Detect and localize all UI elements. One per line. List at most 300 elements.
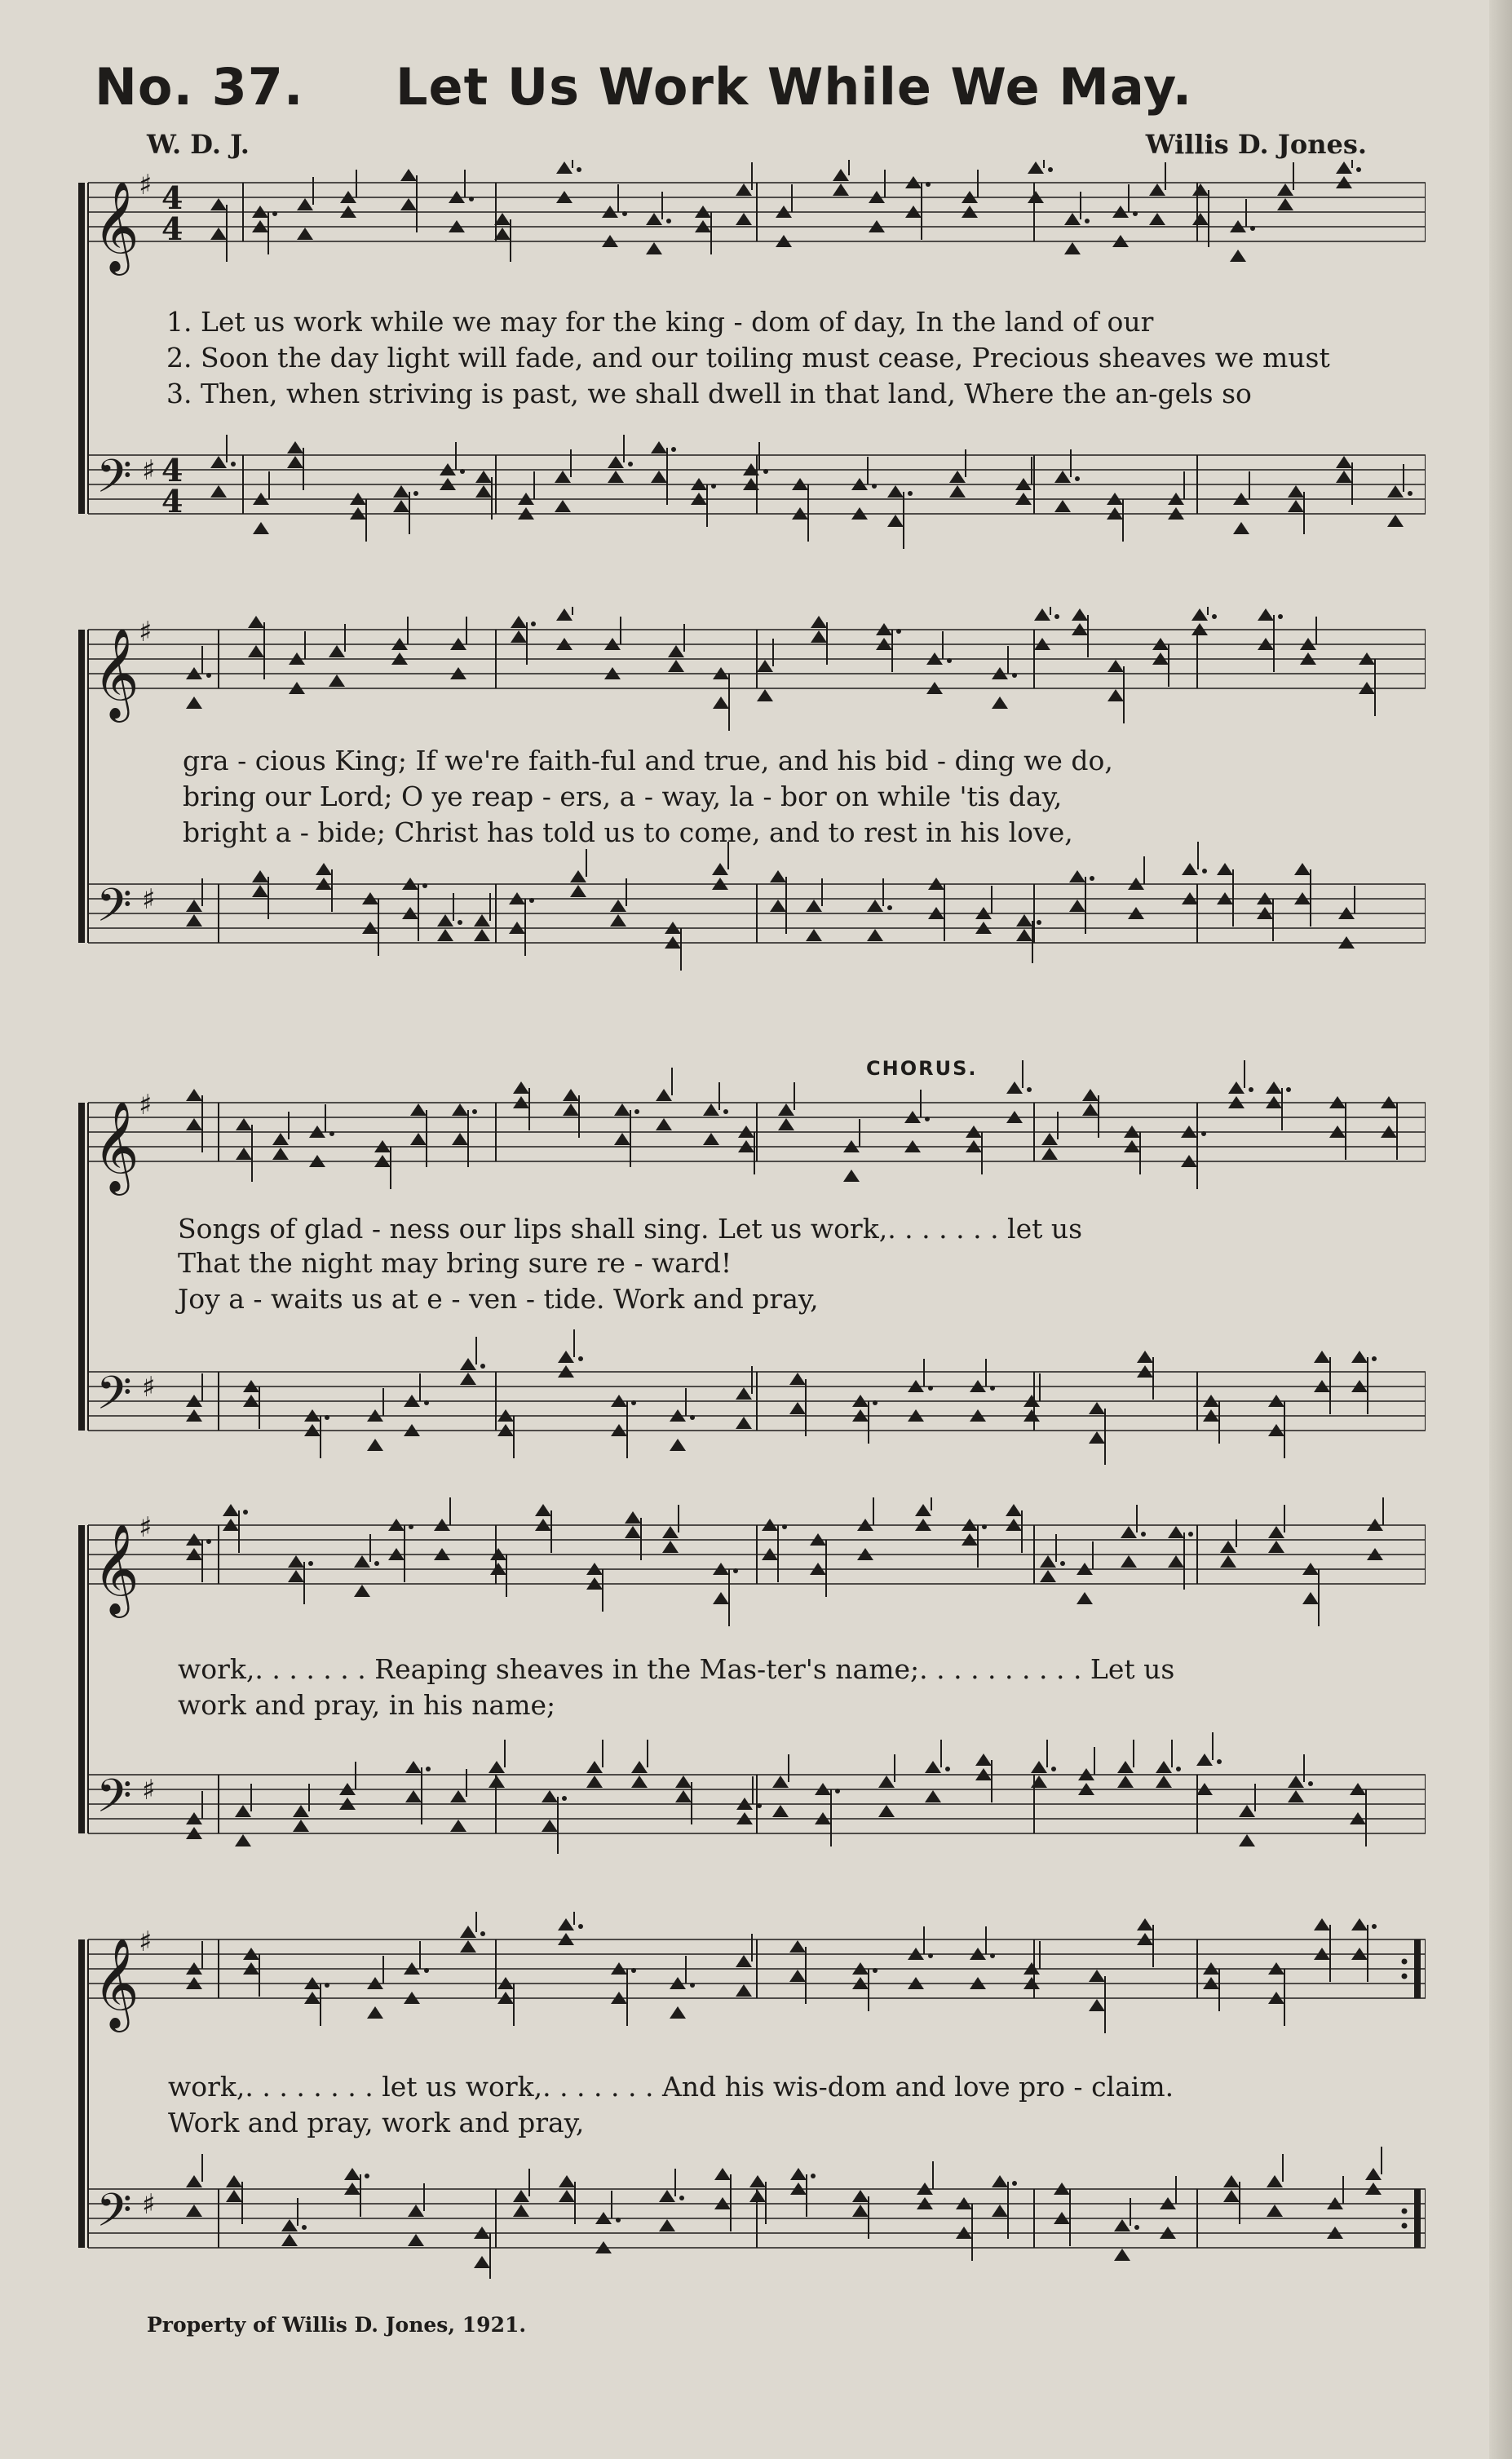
dot-marker (1356, 167, 1361, 172)
final-bar-line (1414, 1939, 1421, 1998)
shape-note-head (186, 1118, 202, 1130)
shape-note-head (878, 1776, 895, 1788)
dot-marker (577, 167, 581, 172)
shape-note-head (1267, 2205, 1283, 2217)
shape-note-head (513, 2190, 529, 2202)
shape-note-head (354, 1555, 370, 1568)
lyric-line-1: work,. . . . . . . Reaping sheaves in the Mas-ter's name;. . . . . . . . . . Let us (178, 1653, 1175, 1685)
dot-marker (1012, 673, 1017, 678)
dot-marker (908, 491, 913, 496)
shape-note-head (297, 198, 313, 210)
dot-marker (982, 1524, 987, 1529)
shape-note-head (1230, 250, 1246, 262)
shape-note-head (770, 900, 786, 912)
dot-marker (1308, 1781, 1313, 1786)
shape-note-head (1069, 900, 1085, 912)
shape-note-head (354, 1585, 370, 1597)
shape-note-head (915, 1504, 931, 1516)
shape-note-head (223, 1504, 239, 1516)
shape-note-head (1288, 1790, 1304, 1802)
shape-note-head (1089, 1970, 1105, 1982)
dot-marker (757, 1803, 762, 1808)
dot-marker (460, 469, 465, 474)
shape-note-head (659, 2190, 675, 2202)
dot-marker (531, 621, 536, 626)
shape-note-head (226, 2175, 242, 2187)
dot-marker (723, 1109, 728, 1114)
shape-note-head (1220, 1555, 1236, 1568)
shape-note-head (867, 929, 883, 941)
dot-marker (480, 1364, 485, 1369)
dot-marker (1286, 1087, 1291, 1092)
shape-note-head (789, 1402, 806, 1414)
dot-marker (873, 1968, 878, 1973)
shape-note-head (749, 2190, 766, 2202)
shape-note-head (778, 1103, 794, 1116)
dot-marker (409, 1524, 413, 1529)
shape-note-head (556, 608, 573, 621)
shape-note-head (253, 522, 269, 534)
shape-note-head (293, 1805, 309, 1817)
shape-note-head (475, 485, 492, 498)
shape-note-head (460, 1940, 476, 1953)
music-system-5 (72, 1912, 1426, 2279)
sharp-icon: ♯ (142, 883, 156, 916)
shape-note-head (668, 645, 684, 657)
shape-note-head (1082, 1089, 1099, 1101)
time-signature-top: 4 (161, 179, 183, 216)
lyric-line-verse-1: Songs of glad - ness our lips shall sing. Let us work,. . . . . . . let us (178, 1213, 1083, 1245)
shape-note-head (559, 2175, 575, 2187)
shape-note-head (236, 1118, 252, 1130)
shape-note-head (1016, 914, 1032, 927)
shape-note-head (555, 471, 571, 483)
shape-note-head (833, 184, 849, 196)
shape-note-head (400, 198, 417, 210)
shape-note-head (1107, 660, 1124, 672)
system-brace (78, 1525, 85, 1833)
shape-note-head (474, 914, 490, 927)
shape-note-head (790, 2168, 807, 2180)
shape-note-head (1041, 1148, 1058, 1160)
shape-note-head (186, 914, 202, 927)
shape-note-head (186, 697, 202, 709)
shape-note-head (252, 885, 268, 897)
shape-note-head (511, 616, 527, 628)
dot-marker (928, 1386, 933, 1391)
shape-note-head (452, 1103, 468, 1116)
dot-marker (925, 1117, 930, 1121)
shape-note-head (281, 2219, 298, 2231)
shape-note-head (631, 1761, 648, 1773)
shape-note-head (713, 1592, 729, 1604)
shape-note-head (736, 1955, 752, 1967)
shape-note-head (631, 1776, 648, 1788)
shape-note-head (608, 471, 624, 483)
shape-note-head (1192, 184, 1209, 196)
shape-note-head (316, 863, 332, 875)
shape-note-head (1107, 689, 1124, 701)
shape-note-head (713, 697, 729, 709)
shape-note-head (1137, 1351, 1153, 1363)
shape-note-head (1266, 1081, 1282, 1094)
shape-note-head (610, 900, 626, 912)
shape-note-head (281, 2234, 298, 2246)
dot-marker (1134, 2225, 1139, 2230)
shape-note-head (450, 1790, 466, 1802)
shape-note-head (646, 213, 662, 225)
music-system-1 (72, 160, 1426, 551)
shape-note-head (272, 1133, 289, 1145)
shape-note-head (1077, 1592, 1093, 1604)
shape-note-head (1156, 1776, 1172, 1788)
shape-note-head (806, 900, 822, 912)
shape-note-head (460, 1358, 476, 1370)
dot-marker (1133, 211, 1138, 216)
shape-note-head (975, 1754, 992, 1766)
lyricist-credit: W. D. J. (147, 129, 250, 160)
shape-note-head (1114, 2219, 1130, 2231)
dot-marker (634, 1109, 639, 1114)
final-bar-line (1414, 2189, 1421, 2248)
sharp-icon: ♯ (139, 1926, 153, 1958)
shape-note-head (210, 456, 227, 468)
shape-note-head (736, 1984, 752, 1997)
shape-note-head (770, 870, 786, 882)
time-signature-bottom: 4 (161, 483, 183, 520)
shape-note-head (757, 660, 773, 672)
system-brace (78, 1939, 85, 2248)
shape-note-head (1040, 1555, 1056, 1568)
sharp-icon: ♯ (139, 1511, 153, 1544)
shape-note-head (535, 1504, 551, 1516)
dot-marker (1372, 1924, 1377, 1929)
time-signature-bass (161, 452, 183, 520)
shape-note-head (703, 1103, 719, 1116)
shape-note-head (1239, 1805, 1255, 1817)
music-system-4 (72, 1497, 1426, 1864)
chorus-label: CHORUS. (866, 1057, 978, 1080)
shape-note-head (736, 1387, 752, 1400)
dot-marker (374, 1561, 379, 1566)
shape-note-head (675, 1790, 692, 1802)
shape-note-head (1064, 213, 1081, 225)
shape-note-head (675, 1776, 692, 1788)
shape-note-head (1336, 456, 1352, 468)
dot-marker (1075, 476, 1080, 481)
shape-note-head (712, 863, 728, 875)
shape-note-head (1089, 1999, 1105, 2011)
shape-note-head (662, 1526, 679, 1538)
shape-note-head (1156, 1761, 1172, 1773)
sharp-icon: ♯ (139, 169, 153, 201)
shape-note-head (570, 870, 586, 882)
dot-marker (458, 920, 462, 925)
shape-note-head (1268, 1526, 1284, 1538)
shape-note-head (1223, 2190, 1240, 2202)
shape-note-head (714, 2168, 731, 2180)
system-brace (78, 183, 85, 514)
treble-clef-icon: 𝄞 (93, 1100, 139, 1192)
sharp-icon: ♯ (142, 2188, 156, 2221)
dot-marker (1090, 876, 1094, 881)
repeat-dot (1402, 1959, 1408, 1965)
shape-note-head (852, 2190, 869, 2202)
dot-marker (206, 1539, 211, 1544)
dot-marker (424, 1968, 429, 1973)
shape-note-head (297, 228, 313, 240)
dot-marker (325, 1983, 329, 1988)
shape-note-head (811, 630, 827, 643)
shape-note-head (1277, 184, 1293, 196)
time-signature-treble (161, 179, 183, 247)
shape-note-head (670, 1439, 686, 1451)
shape-note-head (789, 1970, 806, 1982)
dot-marker (578, 1356, 583, 1361)
shape-note-head (474, 929, 490, 941)
repeat-dot (1402, 2223, 1408, 2229)
composer-credit: Willis D. Jones. (1145, 129, 1367, 160)
shape-note-head (1031, 1761, 1047, 1773)
shape-note-head (736, 1417, 752, 1429)
dot-marker (1176, 1767, 1181, 1771)
shape-note-head (806, 929, 822, 941)
lyric-line-verse-2: bring our Lord; O ye reap - ers, a - way, la - bor on while 'tis day, (183, 781, 1063, 812)
shape-note-head (1182, 863, 1198, 875)
shape-note-head (556, 161, 573, 174)
dot-marker (365, 2174, 369, 2178)
dot-marker (1060, 1561, 1065, 1566)
music-system-2 (72, 607, 1426, 1015)
dot-marker (616, 2218, 621, 2222)
shape-note-head (659, 2219, 675, 2231)
shape-note-head (452, 1133, 468, 1145)
shape-note-head (992, 2175, 1008, 2187)
dot-marker (835, 1789, 840, 1793)
dot-marker (578, 1924, 583, 1929)
shape-note-head (925, 1790, 941, 1802)
dot-marker (413, 491, 418, 496)
shape-note-head (542, 1790, 558, 1802)
shape-note-head (670, 2006, 686, 2019)
lyric-line-verse-2: 2. Soon the day light will fade, and our toiling must cease, Precious sheaves we must (166, 342, 1330, 374)
shape-note-head (1006, 1504, 1022, 1516)
shape-note-head (408, 2205, 424, 2217)
shape-note-head (789, 1940, 806, 1953)
sharp-icon: ♯ (139, 616, 153, 648)
shape-note-head (475, 471, 492, 483)
shape-note-head (1288, 500, 1304, 512)
shape-note-head (1387, 485, 1404, 498)
bass-clef-icon: 𝄢 (96, 450, 132, 515)
dot-marker (990, 1386, 995, 1391)
dot-marker (872, 484, 877, 489)
dot-marker (1141, 1532, 1146, 1537)
shape-note-head (252, 870, 268, 882)
shape-note-head (1016, 929, 1032, 941)
shape-note-head (610, 914, 626, 927)
dot-marker (243, 1510, 248, 1515)
shape-note-head (1258, 608, 1274, 621)
shape-note-head (236, 1148, 252, 1160)
shape-note-head (393, 500, 409, 512)
shape-note-head (1121, 1555, 1137, 1568)
dot-marker (329, 1131, 334, 1136)
shape-note-head (646, 242, 662, 254)
shape-note-head (1006, 1081, 1023, 1094)
shape-note-head (867, 900, 883, 912)
shape-note-head (288, 1570, 304, 1582)
dot-marker (325, 1415, 329, 1420)
shape-note-head (608, 456, 624, 468)
dot-marker (1201, 1131, 1206, 1136)
shape-note-head (1228, 1081, 1245, 1094)
time-signature-bottom: 4 (161, 210, 183, 247)
shape-note-head (1268, 1541, 1284, 1553)
dot-marker (666, 219, 671, 223)
shape-note-head (614, 1133, 630, 1145)
dot-marker (1212, 614, 1217, 619)
shape-note-head (1117, 1761, 1134, 1773)
shape-note-head (542, 1820, 558, 1832)
treble-clef-icon: 𝄞 (93, 1937, 139, 2028)
shape-note-head (757, 689, 773, 701)
shape-note-head (410, 1103, 427, 1116)
shape-note-head (1267, 2175, 1283, 2187)
dot-marker (1051, 1767, 1056, 1771)
dot-marker (628, 462, 633, 467)
shape-note-head (558, 1351, 574, 1363)
shape-note-head (1288, 1776, 1304, 1788)
dot-marker (631, 1400, 636, 1405)
shape-note-head (329, 674, 345, 687)
shape-note-head (586, 1761, 603, 1773)
dot-marker (1085, 219, 1090, 223)
dot-marker (622, 211, 627, 216)
dot-marker (887, 905, 892, 910)
dot-marker (896, 629, 901, 634)
shape-note-head (393, 485, 409, 498)
lyric-line-verse-2: That the night may bring sure re - ward! (178, 1247, 732, 1279)
shape-note-head (1064, 242, 1081, 254)
shape-note-head (778, 1118, 794, 1130)
shape-note-head (1387, 515, 1404, 527)
shape-note-head (833, 169, 849, 181)
dot-marker (926, 182, 931, 187)
shape-note-head (736, 213, 752, 225)
shape-note-head (272, 1148, 289, 1160)
shape-note-head (563, 1103, 579, 1116)
shape-note-head (651, 441, 667, 453)
dot-marker (811, 2174, 816, 2178)
treble-clef-icon: 𝄞 (93, 1523, 139, 1614)
shape-note-head (288, 1555, 304, 1568)
system-brace (78, 1103, 85, 1431)
shape-note-head (811, 616, 827, 628)
shape-note-head (410, 1133, 427, 1145)
shape-note-head (1277, 198, 1293, 210)
shape-note-head (1288, 485, 1304, 498)
dot-marker (763, 469, 768, 474)
shape-note-head (625, 1526, 641, 1538)
dot-marker (272, 211, 277, 216)
shape-note-head (489, 1761, 505, 1773)
shape-note-head (186, 900, 202, 912)
dot-marker (1278, 614, 1283, 619)
shape-note-head (460, 1926, 476, 1938)
shape-note-head (736, 184, 752, 196)
shape-note-head (1233, 522, 1249, 534)
shape-note-head (1223, 2175, 1240, 2187)
dot-marker (782, 1524, 787, 1529)
shape-note-head (513, 1081, 529, 1094)
shape-note-head (1192, 213, 1209, 225)
shape-note-head (474, 2256, 490, 2268)
shape-note-head (248, 616, 264, 628)
shape-note-head (186, 1089, 202, 1101)
dot-marker (711, 484, 716, 489)
shape-note-head (555, 500, 571, 512)
shape-note-head (367, 2006, 383, 2019)
bass-clef-icon: 𝄢 (96, 1770, 132, 1834)
shape-note-head (400, 169, 417, 181)
shape-note-head (668, 660, 684, 672)
shape-note-head (703, 1133, 719, 1145)
dot-marker (231, 462, 236, 467)
shape-note-head (1089, 1431, 1105, 1444)
lyric-line-verse-3: bright a - bide; Christ has told us to come, and to rest in his love, (183, 816, 1073, 848)
lyric-line-2: Work and pray, work and pray, (168, 2107, 585, 2138)
dot-marker (529, 898, 534, 903)
hymn-title-row (95, 57, 1432, 117)
dot-marker (472, 1109, 477, 1114)
dot-marker (1054, 614, 1059, 619)
music-system-3 (72, 1057, 1426, 1465)
sharp-icon: ♯ (142, 454, 156, 487)
shape-note-head (1351, 1918, 1368, 1930)
sharp-icon: ♯ (142, 1371, 156, 1404)
shape-note-head (1220, 1541, 1236, 1553)
shape-note-head (235, 1805, 251, 1817)
shape-note-head (992, 697, 1008, 709)
shape-note-head (949, 471, 966, 483)
hymn-number: No. 37. (95, 57, 304, 117)
bass-clef-icon: 𝄢 (96, 1367, 132, 1431)
dot-marker (928, 1953, 933, 1958)
shape-note-head (511, 630, 527, 643)
shape-note-head (1069, 870, 1085, 882)
shape-note-head (772, 1805, 789, 1817)
shape-note-head (992, 2205, 1008, 2217)
shape-note-head (513, 2205, 529, 2217)
dot-marker (562, 1796, 567, 1801)
dot-marker (480, 1931, 485, 1936)
bass-clef-icon: 𝄢 (96, 2184, 132, 2249)
shape-note-head (186, 2205, 202, 2217)
page-edge (1489, 0, 1512, 2459)
shape-note-head (293, 1820, 309, 1832)
shape-note-head (656, 1118, 672, 1130)
shape-note-head (1365, 2168, 1382, 2180)
shape-note-head (887, 485, 904, 498)
shape-note-head (1089, 1402, 1105, 1414)
lyric-line-2: work and pray, in his name; (178, 1689, 556, 1721)
dot-marker (302, 2225, 307, 2230)
shape-note-head (1196, 1754, 1213, 1766)
hymn-title: Let Us Work While We May. (396, 57, 1193, 117)
repeat-dot (1402, 2209, 1408, 2214)
shape-note-head (1041, 1133, 1058, 1145)
